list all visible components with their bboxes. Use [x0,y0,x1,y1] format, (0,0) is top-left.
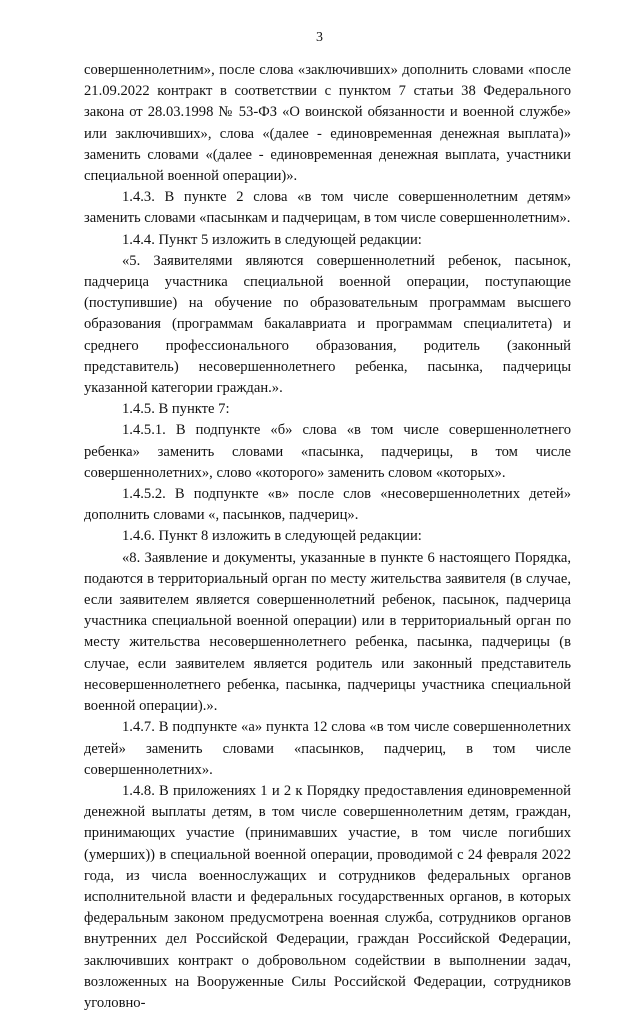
paragraph-1-4-5-1: 1.4.5.1. В подпункте «б» слова «в том числе совершеннолетнего ребенка» заменить словами «пасынка, падчерицы, в том числе совершеннолетних», слово «которого» заменить словом «которых». [84,422,571,481]
paragraph-1-4-7: 1.4.7. В подпункте «а» пункта 12 слова «в том числе совершеннолетних детей» заменить словами «пасынков, падчериц, в том числе совершеннолетних». [84,719,571,778]
paragraph-point-8-text: «8. Заявление и документы, указанные в пункте 6 настоящего Порядка, подаются в территориальный орган по месту жительства заявителя (в случае, если заявителем является совершеннолетний ребенок, пасынок, падчерица участника специальной военной операции) или в территориальный орган по месту жительства несовершеннолетнего ребенка, пасынка, падчерицы (в случае, если заявителем является родитель или законный представитель несовершеннолетнего ребенка, пасынка, падчерицы участника специальной военной операции).». [84,549,571,715]
paragraph-continuation: совершеннолетним», после слова «заключивших» дополнить словами «после 21.09.2022 контракт в соответствии с пунктом 7 статьи 38 Федерального закона от 28.03.1998 № 53-ФЗ «О воинской обязанности и военной службе» или заключивших», слова «(далее - единовременная денежная выплата)» заменить словами «(далее - единовременная денежная выплата, участники специальной военной операции)». [84,62,571,185]
page-number: 3 [316,30,323,45]
paragraph-1-4-5-2: 1.4.5.2. В подпункте «в» после слов «несовершеннолетних детей» дополнить словами «, пасынков, падчериц». [84,486,571,524]
paragraph-1-4-6: 1.4.6. Пункт 8 изложить в следующей редакции: [122,528,422,545]
paragraph-1-4-8: 1.4.8. В приложениях 1 и 2 к Порядку предоставления единовременной денежной выплаты детям, в том числе совершеннолетним детям, граждан, принимающих участие (принимавших участие, в том числе погибших (умерших)) в специальной военной операции, проводимой с 24 февраля 2022 года, из числа военнослужащих и сотрудников федеральных органов исполнительной власти и федеральных государственных органов, в которых федеральным законом предусмотрена военная служба, сотрудников органов внутренних дел Российской Федерации, граждан Российской Федерации, заключивших контракт о добровольном содействии в выполнении задач, возложенных на Вооруженные Силы Российской Федерации, сотрудников уголовно- [84,782,571,1011]
document-body [84,60,571,1014]
paragraph-1-4-4: 1.4.4. Пункт 5 изложить в следующей редакции: [122,231,422,248]
paragraph-1-4-3: 1.4.3. В пункте 2 слова «в том числе совершеннолетним детям» заменить словами «пасынкам и падчерицам, в том числе совершеннолетним». [84,189,571,227]
paragraph-point-5-text: «5. Заявителями являются совершеннолетний ребенок, пасынок, падчерица участника специальной военной операции, поступающие (поступившие) на обучение по образовательным программам высшего образования (программам бакалавриата и программам специалитета) и среднего профессионального образования, родитель (законный представитель) несовершеннолетнего ребенка, пасынка, падчерицы указанной категории граждан.». [84,252,571,397]
paragraph-1-4-5: 1.4.5. В пункте 7: [122,401,230,418]
